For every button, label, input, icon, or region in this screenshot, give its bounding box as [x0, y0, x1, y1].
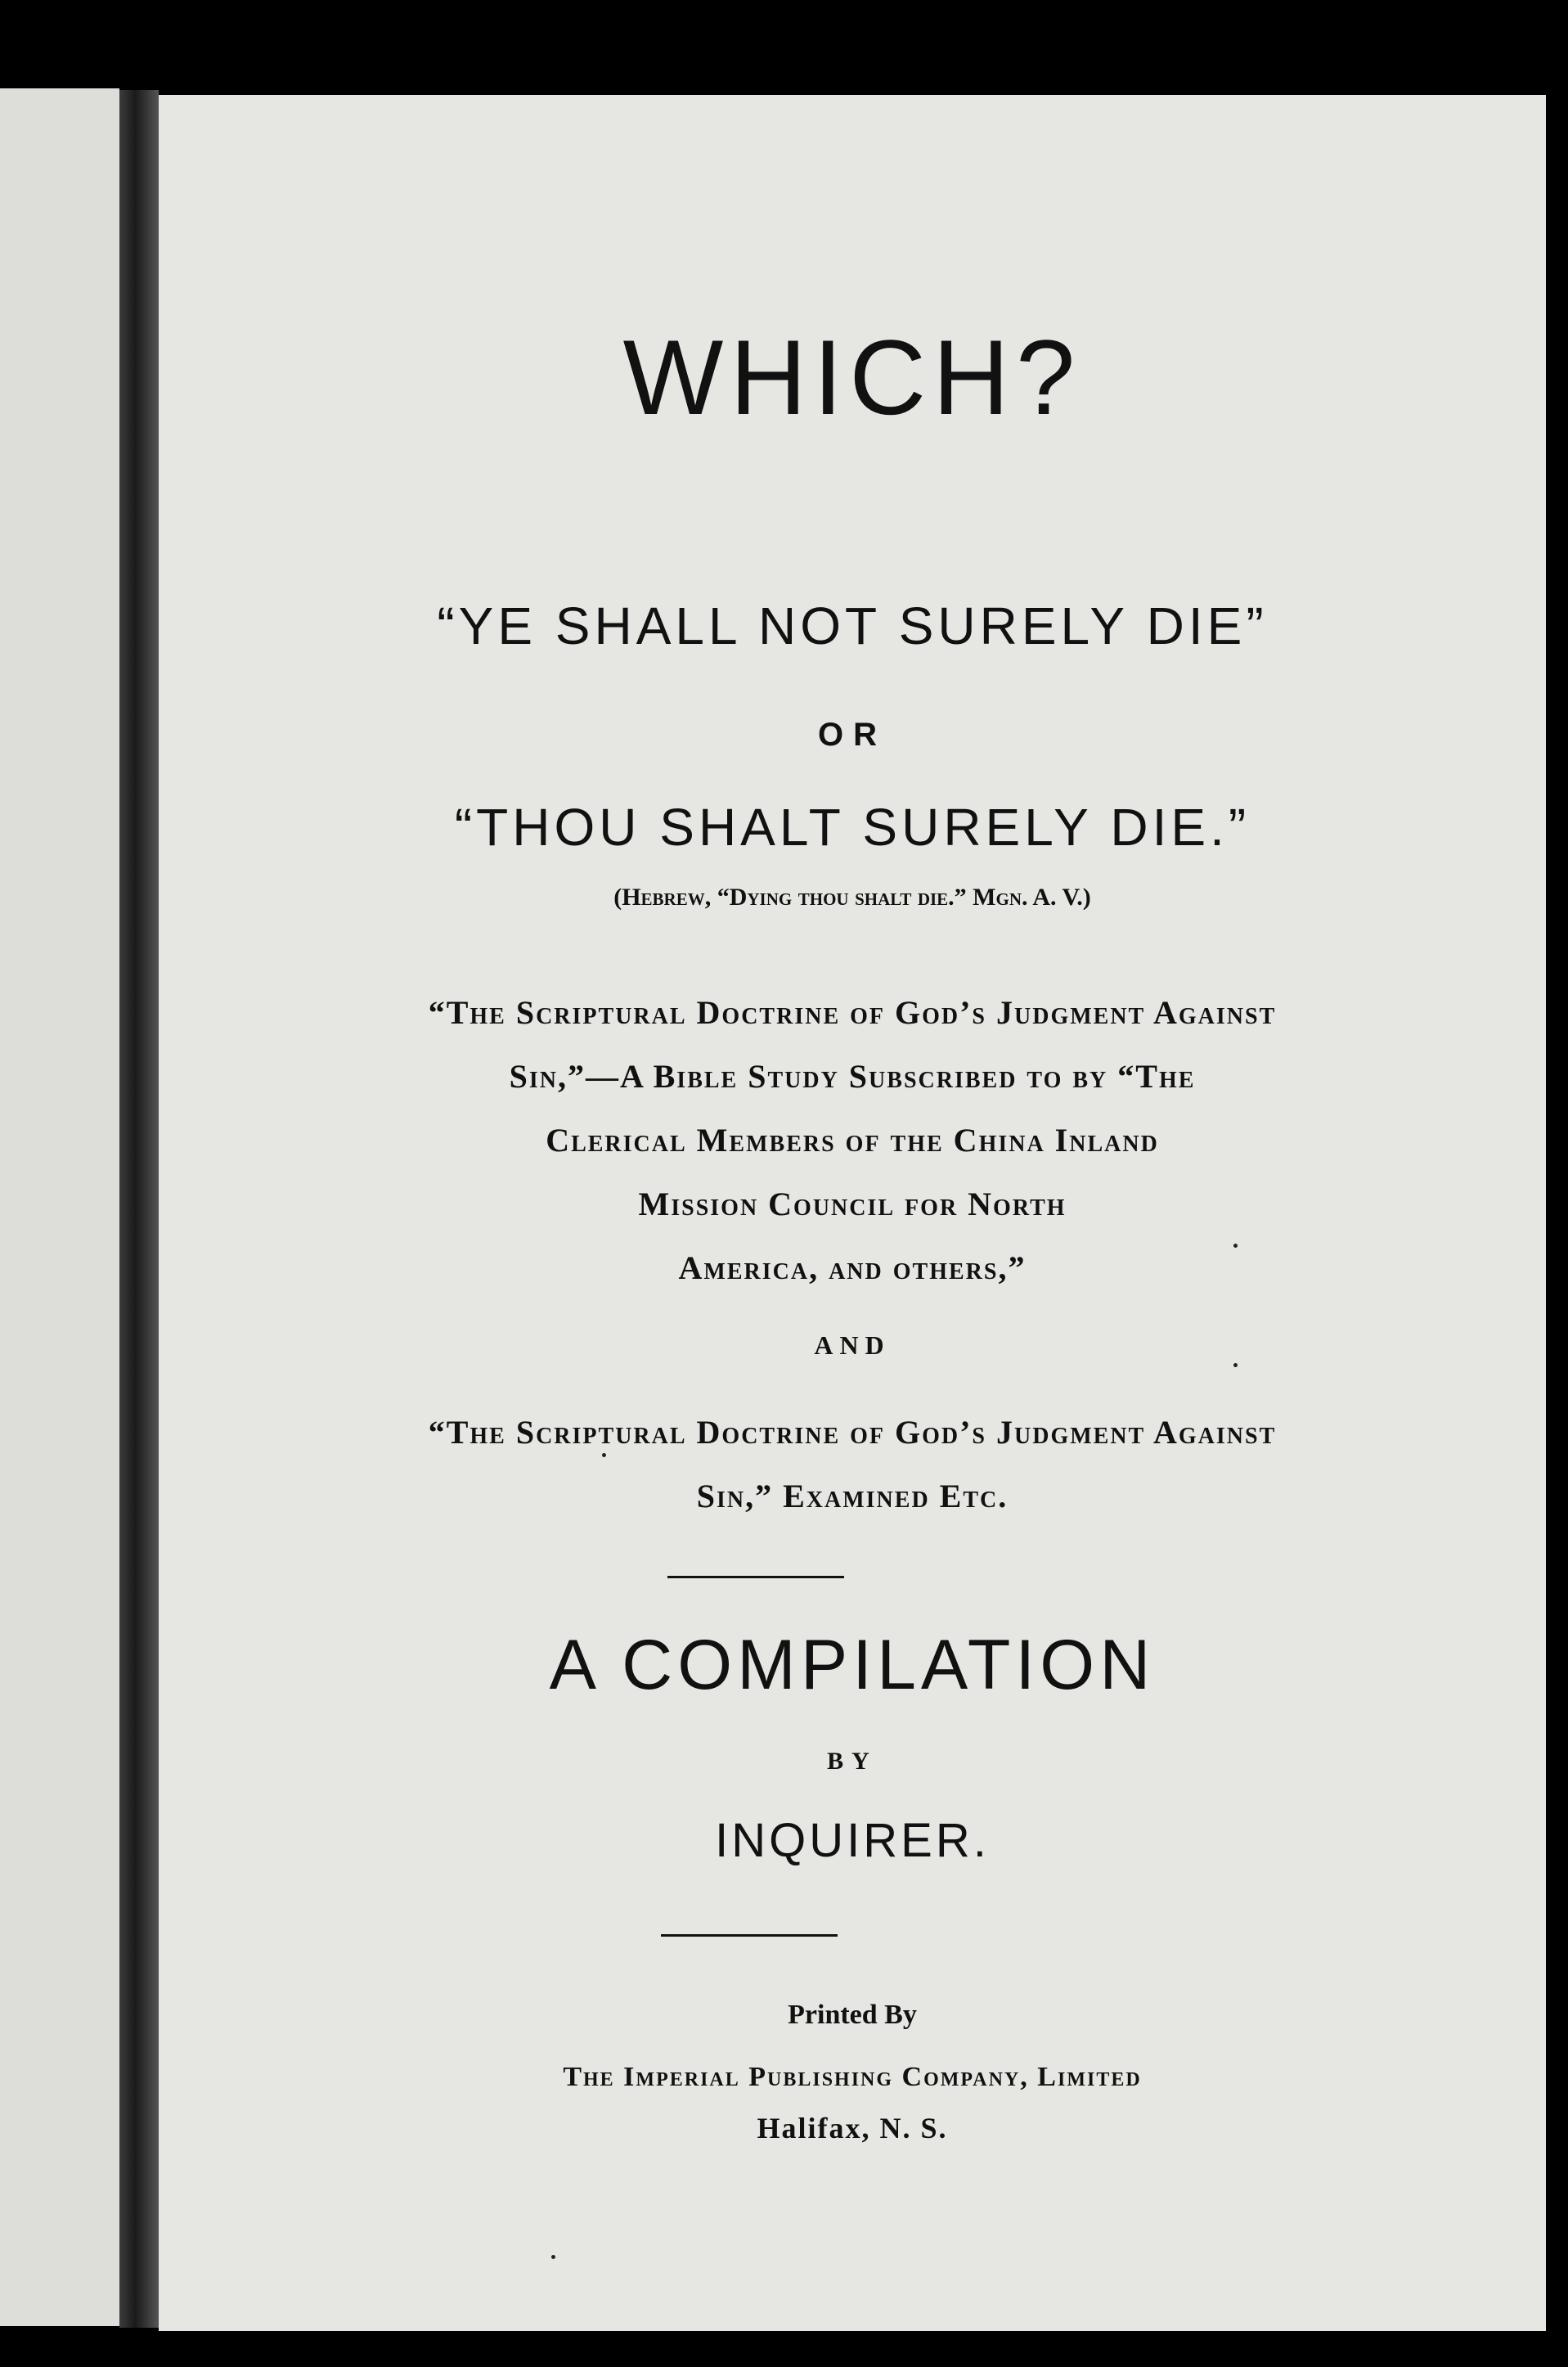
printed-by-label: Printed By [788, 2000, 917, 2030]
ink-speck [602, 1453, 606, 1457]
heading-thou-shalt-surely-die: “THOU SHALT SURELY DIE.” [454, 798, 1251, 857]
paragraph-line: Mission Council for North [638, 1186, 1067, 1222]
divider-rule [661, 1934, 838, 1937]
paragraph-examined [159, 1401, 1546, 1528]
ink-speck [1233, 1363, 1238, 1367]
publisher-name: The Imperial Publishing Company, Limited [563, 2062, 1142, 2092]
compilation-heading: A COMPILATION [549, 1626, 1156, 1704]
author-name: INQUIRER. [715, 1814, 990, 1867]
paragraph-line: Clerical Members of the China Inland [546, 1122, 1159, 1159]
book-title: WHICH? [622, 317, 1082, 437]
ink-speck [1233, 1244, 1238, 1248]
book-gutter [119, 90, 159, 2328]
paragraph-line: “The Scriptural Doctrine of God’s Judgment Against [428, 994, 1277, 1031]
paragraph-line: America, and others,” [678, 1249, 1027, 1286]
paragraph-line: “The Scriptural Doctrine of God’s Judgment Against [428, 1414, 1277, 1451]
or-separator: OR [818, 717, 887, 753]
title-page [159, 95, 1546, 2331]
facing-page-edge [0, 88, 119, 2326]
ink-speck [551, 2255, 555, 2259]
and-separator: AND [814, 1330, 891, 1360]
paragraph-bible-study [159, 981, 1546, 1300]
publisher-place: Halifax, N. S. [757, 2112, 948, 2144]
by-line: BY [827, 1748, 878, 1775]
paragraph-line: Sin,” Examined Etc. [696, 1478, 1009, 1514]
heading-ye-shall-not-surely-die: “YE SHALL NOT SURELY DIE” [437, 596, 1268, 655]
hebrew-note: (Hebrew, “Dying thou shalt die.” Mgn. A. V.) [613, 884, 1091, 911]
divider-rule [667, 1576, 844, 1578]
paragraph-line: Sin,”—A Bible Study Subscribed to by “The [509, 1058, 1196, 1095]
